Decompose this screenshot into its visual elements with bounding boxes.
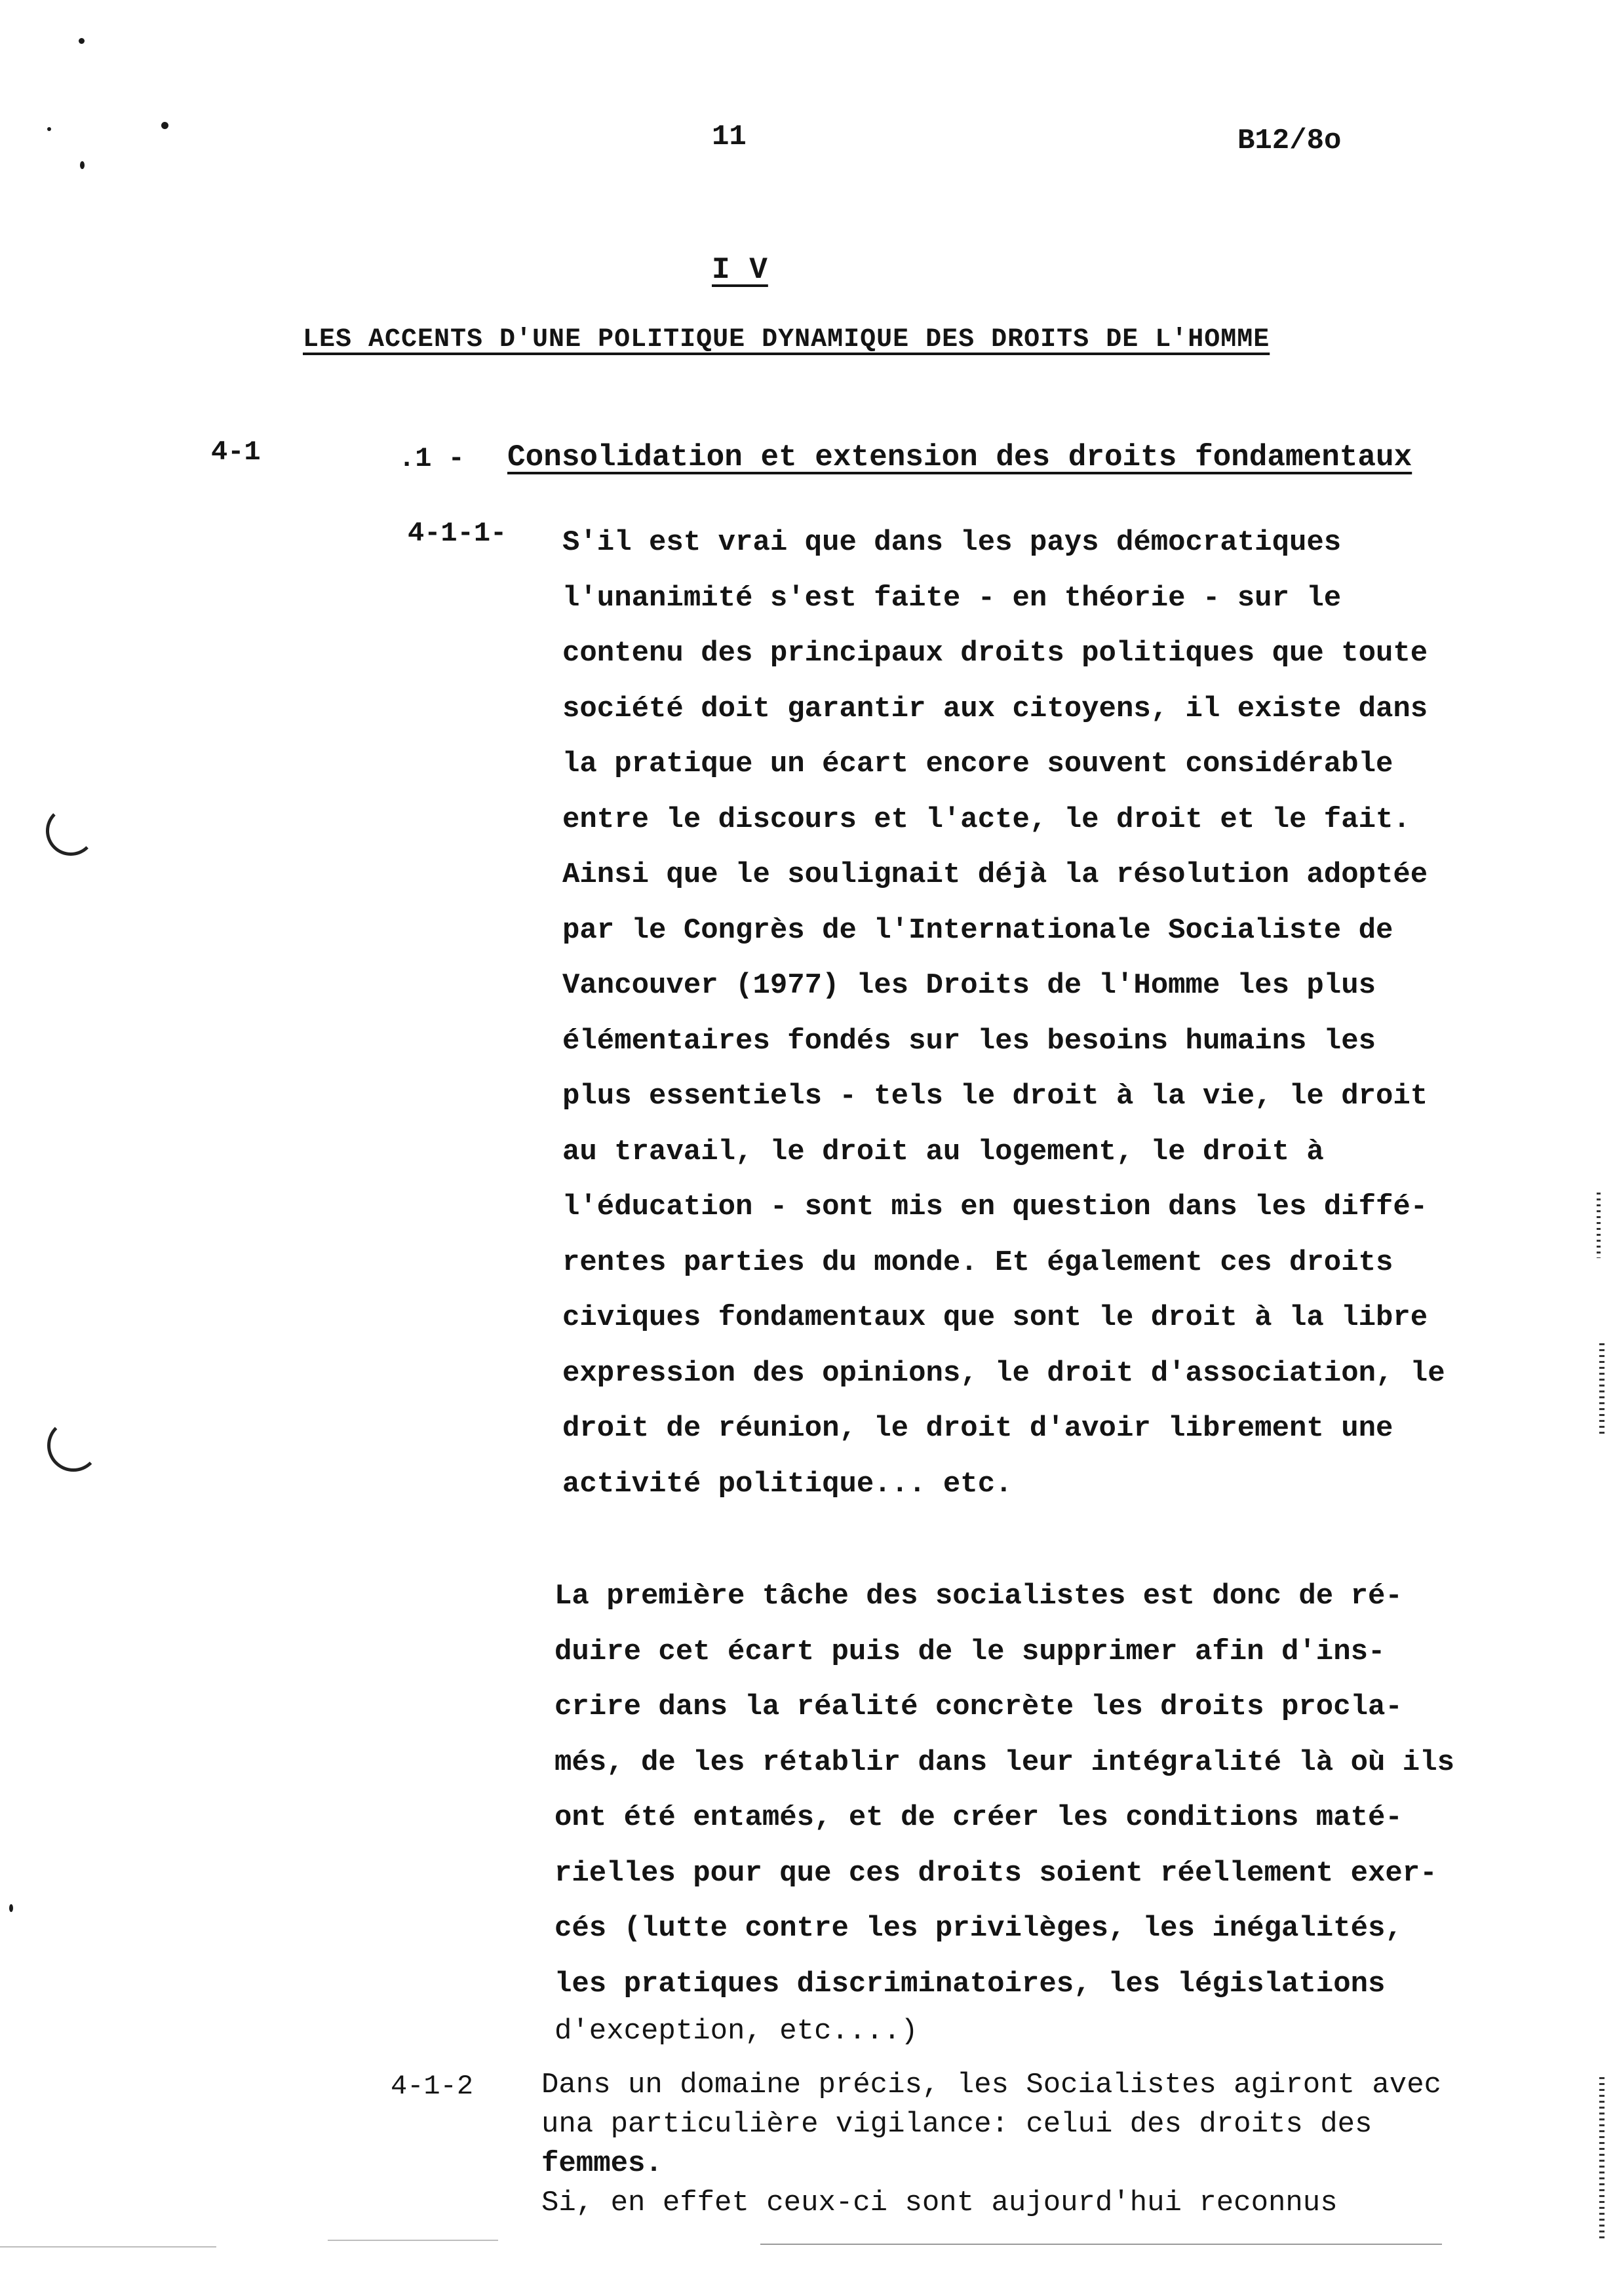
section-roman-numeral: I V: [712, 253, 768, 287]
scan-edge-artifact: [1599, 1343, 1605, 1435]
text-line: més, de les rétablir dans leur intégralité là où ils: [555, 1746, 1455, 1779]
subsection-index: .1 -: [399, 443, 465, 474]
scan-edge-line: [760, 2244, 1442, 2245]
text-line: Ainsi que le soulignait déjà la résolution adoptée: [562, 858, 1428, 891]
text-line: femmes.: [541, 2147, 663, 2180]
text-line: entre le discours et l'acte, le droit et le fait.: [562, 803, 1411, 836]
paragraph-4-1-1: [562, 515, 1445, 1512]
text-line: Si, en effet ceux-ci sont aujourd'hui reconnus: [541, 2187, 1338, 2219]
text-line: l'unanimité s'est faite - en théorie - sur le: [562, 581, 1342, 615]
text-line: S'il est vrai que dans les pays démocratiques: [562, 526, 1342, 559]
page-number: 11: [712, 121, 747, 153]
text-line: cés (lutte contre les privilèges, les inégalités,: [555, 1912, 1403, 1945]
text-line: Vancouver (1977) les Droits de l'Homme les plus: [562, 969, 1376, 1002]
text-line: la pratique un écart encore souvent considérable: [562, 748, 1393, 780]
text-line: duire cet écart puis de le supprimer afin d'ins-: [555, 1635, 1386, 1668]
section-title: LES ACCENTS D'UNE POLITIQUE DYNAMIQUE DES DROITS DE L'HOMME: [303, 325, 1270, 354]
text-line: contenu des principaux droits politiques que toute: [562, 637, 1428, 670]
text-line: Dans un domaine précis, les Socialistes agiront avec: [541, 2069, 1442, 2101]
text-line: droit de réunion, le droit d'avoir librement une: [562, 1412, 1393, 1445]
scan-edge-artifact: [1597, 1193, 1601, 1258]
text-line: les pratiques discriminatoires, les législations: [555, 1967, 1386, 2000]
scan-speck: [79, 38, 85, 44]
text-line: rentes parties du monde. Et également ces droits: [562, 1246, 1393, 1279]
text-line: La première tâche des socialistes est donc de ré-: [555, 1580, 1403, 1613]
text-line: par le Congrès de l'Internationale Socialiste de: [562, 913, 1393, 947]
text-line: au travail, le droit au logement, le droit à: [562, 1135, 1324, 1168]
punch-hole-mark: [46, 806, 96, 856]
text-line: plus essentiels - tels le droit à la vie, le droit: [562, 1080, 1428, 1113]
text-line: una particulière vigilance: celui des droits des: [541, 2108, 1372, 2141]
paragraph-number: 4-1-1-: [408, 518, 507, 549]
text-line: civiques fondamentaux que sont le droit à la libre: [562, 1301, 1428, 1334]
paragraph-number: 4-1-2: [391, 2071, 474, 2102]
text-line: expression des opinions, le droit d'association, le: [562, 1356, 1445, 1390]
text-line: élémentaires fondés sur les besoins humains les: [562, 1024, 1376, 1058]
punch-hole-mark: [47, 1419, 100, 1472]
subsection-heading: Consolidation et extension des droits fondamentaux: [507, 440, 1412, 474]
text-line: rielles pour que ces droits soient réellement exer-: [555, 1856, 1437, 1890]
scan-speck: [80, 161, 85, 169]
scan-edge-artifact: [1599, 2077, 1605, 2241]
text-line: ont été entamés, et de créer les conditions maté-: [555, 1801, 1403, 1834]
scan-edge-line: [328, 2240, 498, 2241]
text-line: activité politique... etc.: [562, 1467, 1013, 1501]
text-line: d'exception, etc....): [555, 2015, 918, 2048]
document-reference: B12/8o: [1237, 124, 1342, 157]
paragraph-4-1-2: [541, 2065, 1441, 2223]
text-line: crire dans la réalité concrète les droits procla-: [555, 1691, 1403, 1723]
text-line: société doit garantir aux citoyens, il existe dans: [562, 692, 1428, 725]
scan-edge-line: [0, 2246, 216, 2248]
paragraph-4-1-1-continued: [555, 1569, 1454, 2051]
scan-speck: [47, 127, 51, 131]
scan-speck: [161, 122, 168, 129]
scan-speck: [9, 1904, 13, 1912]
subsection-number: 4-1: [211, 436, 261, 468]
text-line: l'éducation - sont mis en question dans les diffé-: [562, 1191, 1428, 1223]
